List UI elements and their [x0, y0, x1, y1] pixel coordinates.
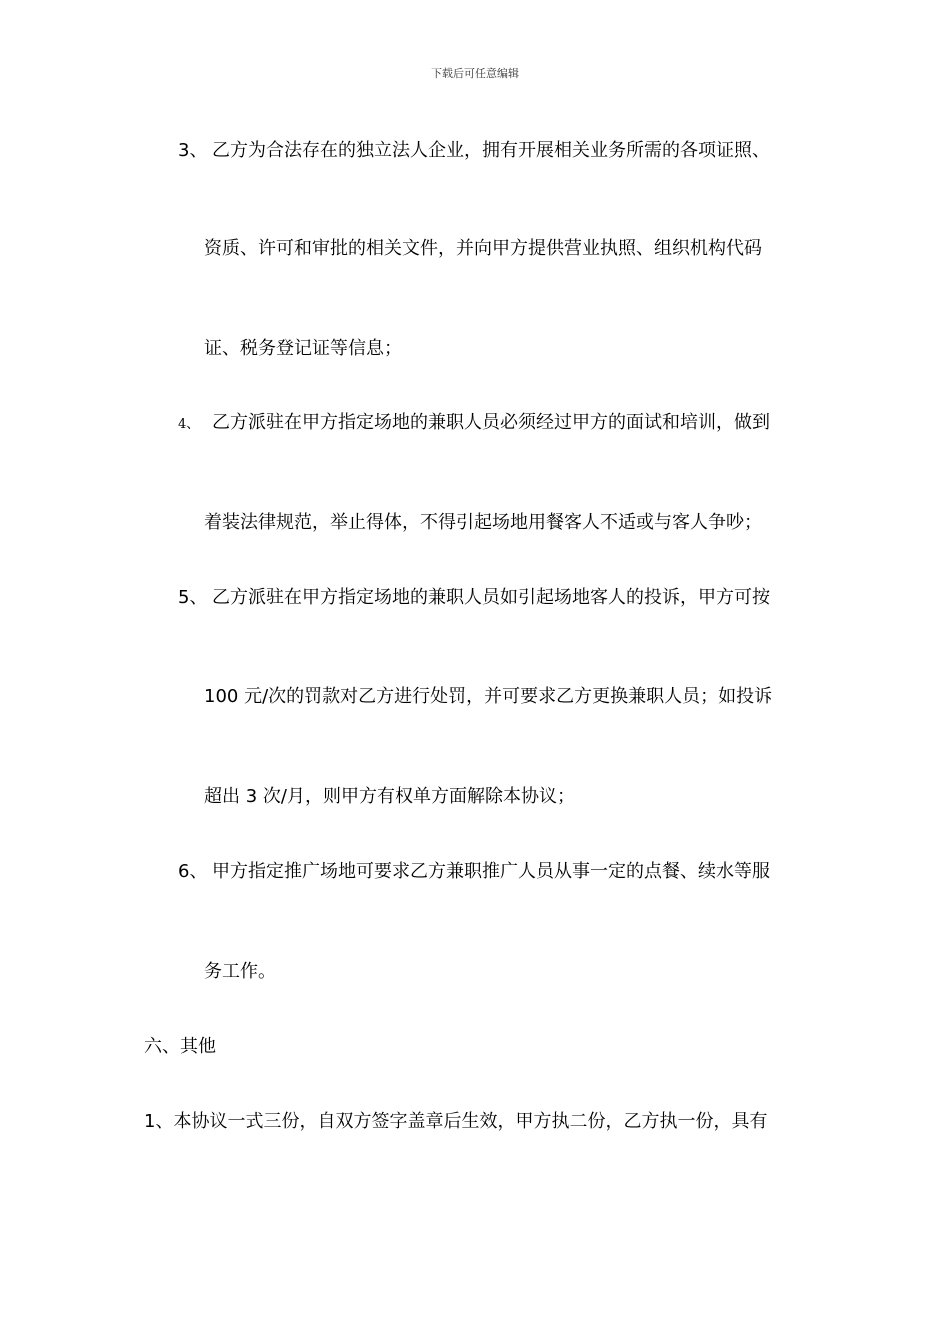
list-item-5-line-2: 100 元/次的罚款对乙方进行处罚，并可要求乙方更换兼职人员；如投诉 [204, 686, 773, 707]
list-number: 3、 [178, 140, 208, 161]
section-title: 六、其他 [144, 1036, 216, 1057]
list-item-5-line-3: 超出 3 次/月，则甲方有权单方面解除本协议； [204, 786, 575, 807]
list-item-text: 乙方派驻在甲方指定场地的兼职人员如引起场地客人的投诉，甲方可按 [212, 587, 770, 608]
page-header: 下载后可任意编辑 [431, 67, 519, 80]
list-item-3-line-2: 资质、许可和审批的相关文件，并向甲方提供营业执照、组织机构代码 [204, 238, 762, 259]
list-item-text: 乙方为合法存在的独立法人企业，拥有开展相关业务所需的各项证照、 [212, 140, 770, 161]
list-item-3-line-3: 证、税务登记证等信息； [204, 338, 402, 359]
list-number: 4、 [178, 417, 200, 432]
list-item-text: 甲方指定推广场地可要求乙方兼职推广人员从事一定的点餐、续水等服 [212, 861, 770, 882]
list-item-text: 乙方派驻在甲方指定场地的兼职人员必须经过甲方的面试和培训，做到 [212, 412, 770, 433]
list-number: 5、 [178, 587, 208, 608]
clause-1: 1、本协议一式三份，自双方签字盖章后生效，甲方执二份，乙方执一份，具有 [144, 1111, 768, 1132]
list-item-6-line-2: 务工作。 [204, 961, 276, 982]
list-item-5-line-1 [178, 586, 770, 610]
list-number: 6、 [178, 861, 208, 882]
list-item-4-line-2: 着装法律规范，举止得体，不得引起场地用餐客人不适或与客人争吵； [204, 512, 762, 533]
list-item-6-line-1 [178, 860, 770, 884]
list-item-3-line-1 [178, 139, 770, 163]
list-item-4-line-1 [178, 411, 770, 437]
